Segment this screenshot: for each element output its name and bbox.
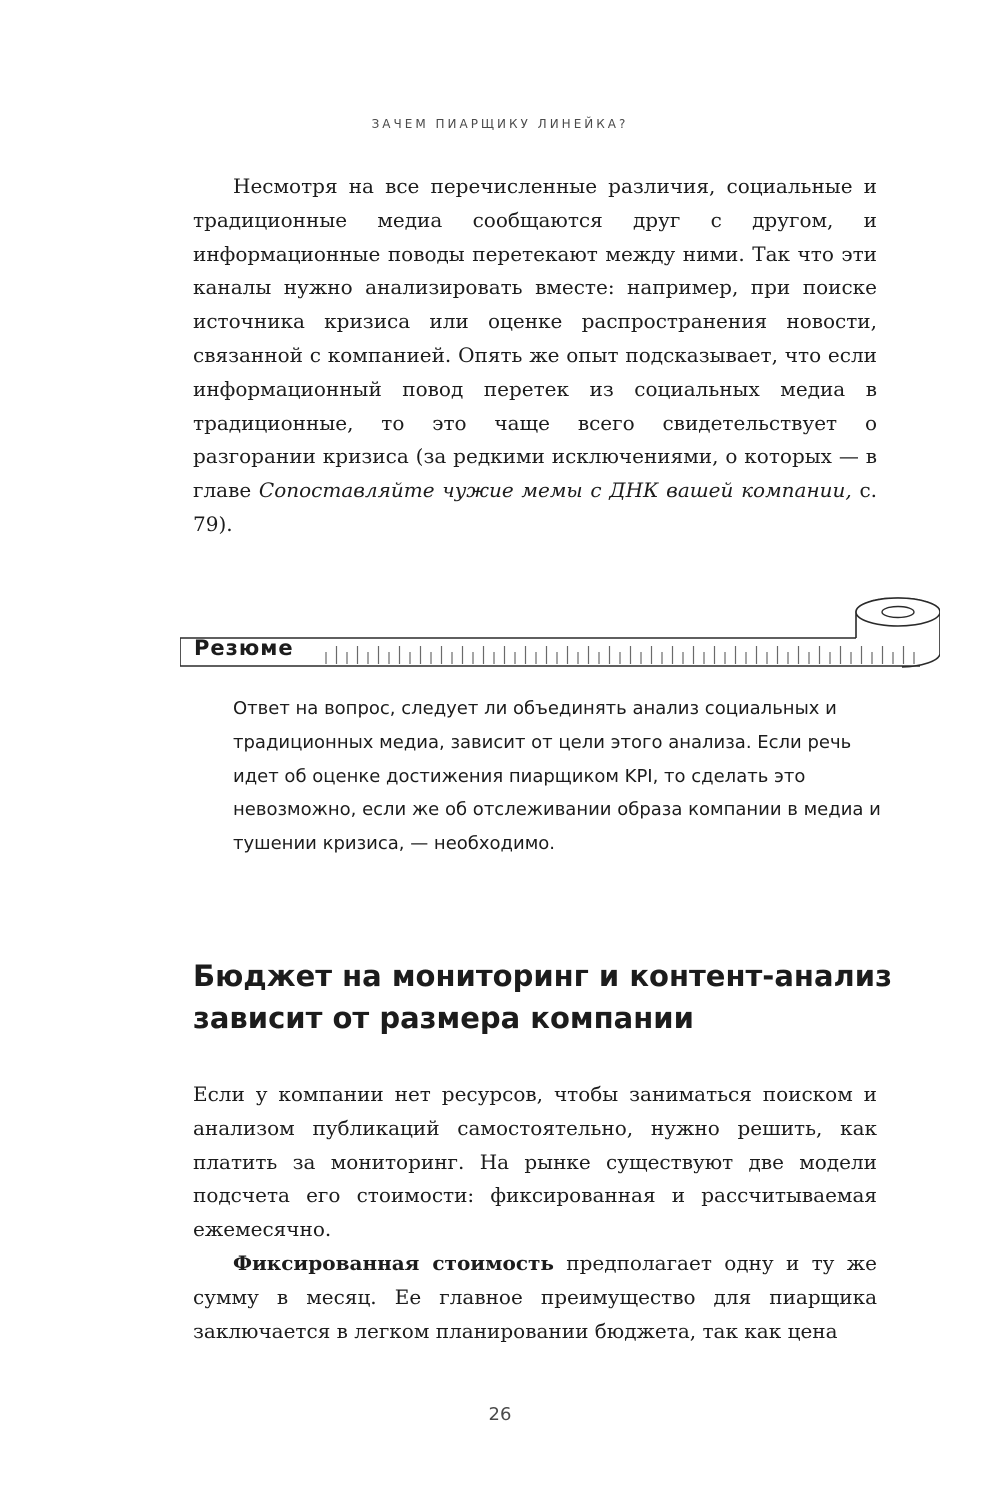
paragraph (193, 1247, 877, 1348)
section-heading: Бюджет на мониторинг и контент-анализ зависит от размера компании (193, 959, 892, 1035)
term-fixed-cost: Фиксированная стоимость (233, 1250, 554, 1275)
section-body (193, 1078, 877, 1348)
paragraph (193, 170, 877, 542)
resume-text: Ответ на вопрос, следует ли объединять анализ социальных и традиционных медиа, зависит от цели этого анализа. Если речь идет об оценке достижения пиарщиком KPI, то сделать это невозможно, если же об отслеживании образа компании в медиа и тушении кризиса, — необходимо. (233, 698, 881, 855)
paragraph-text: предполагает одну и ту же сумму в месяц. Ее главное преимущество для пиарщика заключается в легком планировании бюджета, так как цена (193, 1250, 877, 1343)
paragraph: Если у компании нет ресурсов, чтобы заниматься поиском и анализом публикаций самостоятельно, нужно решить, как платить за мониторинг. На рынке существуют две модели подсчета его стоимости: фиксированная и рассчитываемая ежемесячно. (193, 1082, 877, 1242)
running-head: ЗАЧЕМ ПИАРЩИКУ ЛИНЕЙКА? (371, 117, 629, 131)
resume-title: Резюме (194, 636, 294, 660)
resume-ruler-header (180, 590, 940, 676)
page-reference: с. 79). (193, 478, 878, 536)
page-number: 26 (488, 1404, 512, 1425)
chapter-reference: Сопоставляйте чужие мемы с ДНК вашей компании, (258, 478, 852, 503)
tape-measure-icon (180, 590, 940, 676)
body-paragraph-media (193, 170, 877, 542)
paragraph-text: Несмотря на все перечисленные различия, социальные и традиционные медиа сообщаются друг с другом, и информационные поводы перетекают между ними. Так что эти каналы нужно анализировать вместе: например, при поиске источника кризиса или оценке распространения новости, связанной с компанией. Опять же опыт подсказывает, что если информационный повод перетек из социальных медиа в традиционные, то это чаще всего свидетельствует о разгорании кризиса (за редкими исключениями, о которых — в главе (193, 174, 877, 503)
